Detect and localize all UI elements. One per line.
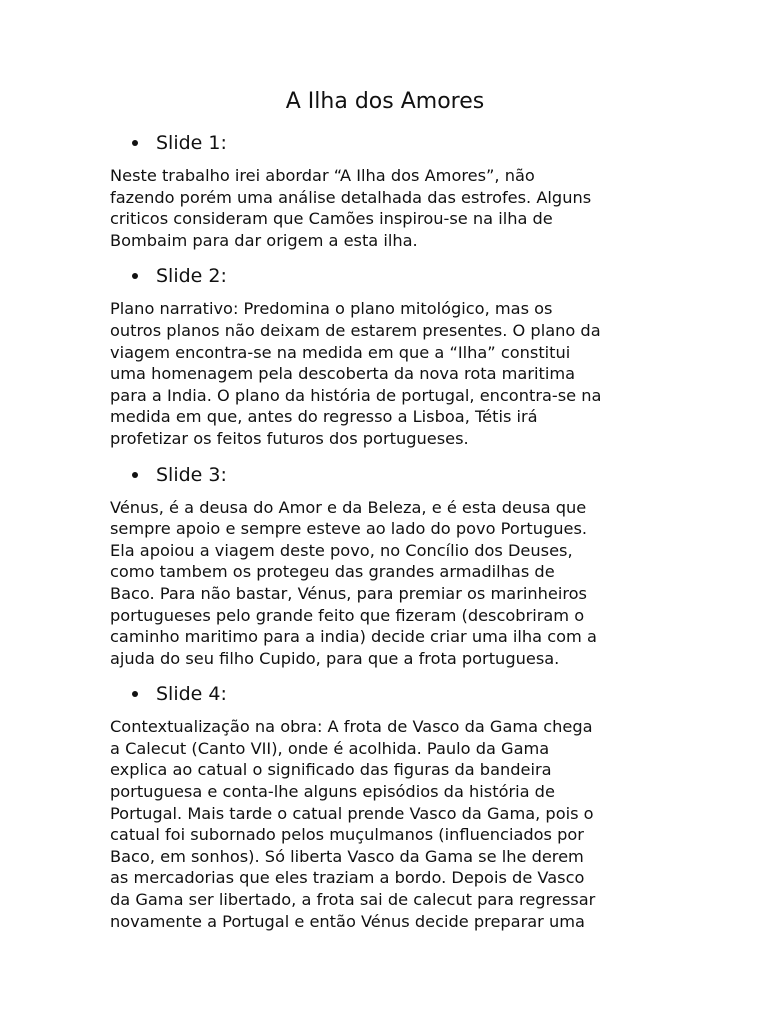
text-line: catual foi subornado pelos muçulmanos (influenciados por [110, 825, 584, 845]
text-line: sempre apoio e sempre esteve ao lado do povo Portugues. [110, 519, 588, 539]
text-line: Contextualização na obra: A frota de Vasco da Gama chega [110, 717, 593, 737]
section-slide-2 [110, 263, 660, 449]
text-line: Portugal. Mais tarde o catual prende Vasco da Gama, pois o [110, 803, 594, 823]
text-line: para a India. O plano da história de portugal, encontra-se na [110, 385, 602, 405]
slide-heading [132, 681, 660, 707]
text-line: como tambem os protegeu das grandes armadilhas de [110, 562, 555, 582]
text-line: a Calecut (Canto VII), onde é acolhida. Paulo da Gama [110, 738, 550, 758]
slide-paragraph [110, 497, 660, 670]
slide-paragraph [110, 165, 660, 251]
text-line: novamente a Portugal e então Vénus decide preparar uma [110, 911, 585, 931]
bullet-icon [132, 273, 138, 279]
text-line: profetizar os feitos futuros dos portugueses. [110, 428, 469, 448]
slide-heading [132, 462, 660, 488]
text-line: Ela apoiou a viagem deste povo, no Concílio dos Deuses, [110, 540, 573, 560]
text-line: portugueses pelo grande feito que fizeram (descobriram o [110, 605, 585, 625]
text-line: caminho maritimo para a india) decide criar uma ilha com a [110, 627, 597, 647]
slide-heading [132, 263, 660, 289]
slide-heading-label: Slide 4: [156, 683, 227, 706]
bullet-icon [132, 140, 138, 146]
text-line: Baco, em sonhos). Só liberta Vasco da Gama se lhe derem [110, 846, 584, 866]
slide-heading-label: Slide 1: [156, 132, 227, 154]
text-line: medida em que, antes do regresso a Lisboa, Tétis irá [110, 407, 538, 427]
bullet-icon [132, 472, 138, 478]
section-slide-3 [110, 462, 660, 670]
text-line: da Gama ser libertado, a frota sai de calecut para regressar [110, 890, 596, 910]
slide-heading-label: Slide 3: [156, 463, 227, 486]
bullet-icon [132, 691, 138, 697]
text-line: ajuda do seu filho Cupido, para que a frota portuguesa. [110, 648, 560, 668]
section-slide-4 [110, 681, 660, 932]
slide-paragraph [110, 298, 660, 449]
text-line: as mercadorias que eles traziam a bordo. Depois de Vasco [110, 868, 585, 888]
text-line: explica ao catual o significado das figuras da bandeira [110, 760, 552, 780]
text-line: Bombaim para dar origem a esta ilha. [110, 230, 418, 250]
text-line: fazendo porém uma análise detalhada das estrofes. Alguns [110, 187, 592, 207]
slide-heading-label: Slide 2: [156, 265, 227, 288]
text-line: Vénus, é a deusa do Amor e da Beleza, e é esta deusa que [110, 497, 587, 517]
text-line: viagem encontra-se na medida em que a “Ilha” constitui [110, 342, 571, 362]
text-line: portuguesa e conta-lhe alguns episódios da história de [110, 782, 555, 802]
text-line: criticos consideram que Camões inspirou-se na ilha de [110, 209, 553, 229]
slide-heading [132, 130, 660, 156]
section-slide-1 [110, 130, 660, 251]
text-line: Plano narrativo: Predomina o plano mitológico, mas os [110, 299, 553, 319]
document-page [110, 86, 660, 944]
text-line: Baco. Para não bastar, Vénus, para premiar os marinheiros [110, 583, 587, 603]
text-line: outros planos não deixam de estarem presentes. O plano da [110, 320, 601, 340]
document-title: A Ilha dos Amores [285, 89, 485, 114]
text-line: uma homenagem pela descoberta da nova rota maritima [110, 364, 576, 384]
slide-paragraph [110, 716, 660, 932]
text-line: Neste trabalho irei abordar “A Ilha dos Amores”, não [110, 166, 535, 185]
